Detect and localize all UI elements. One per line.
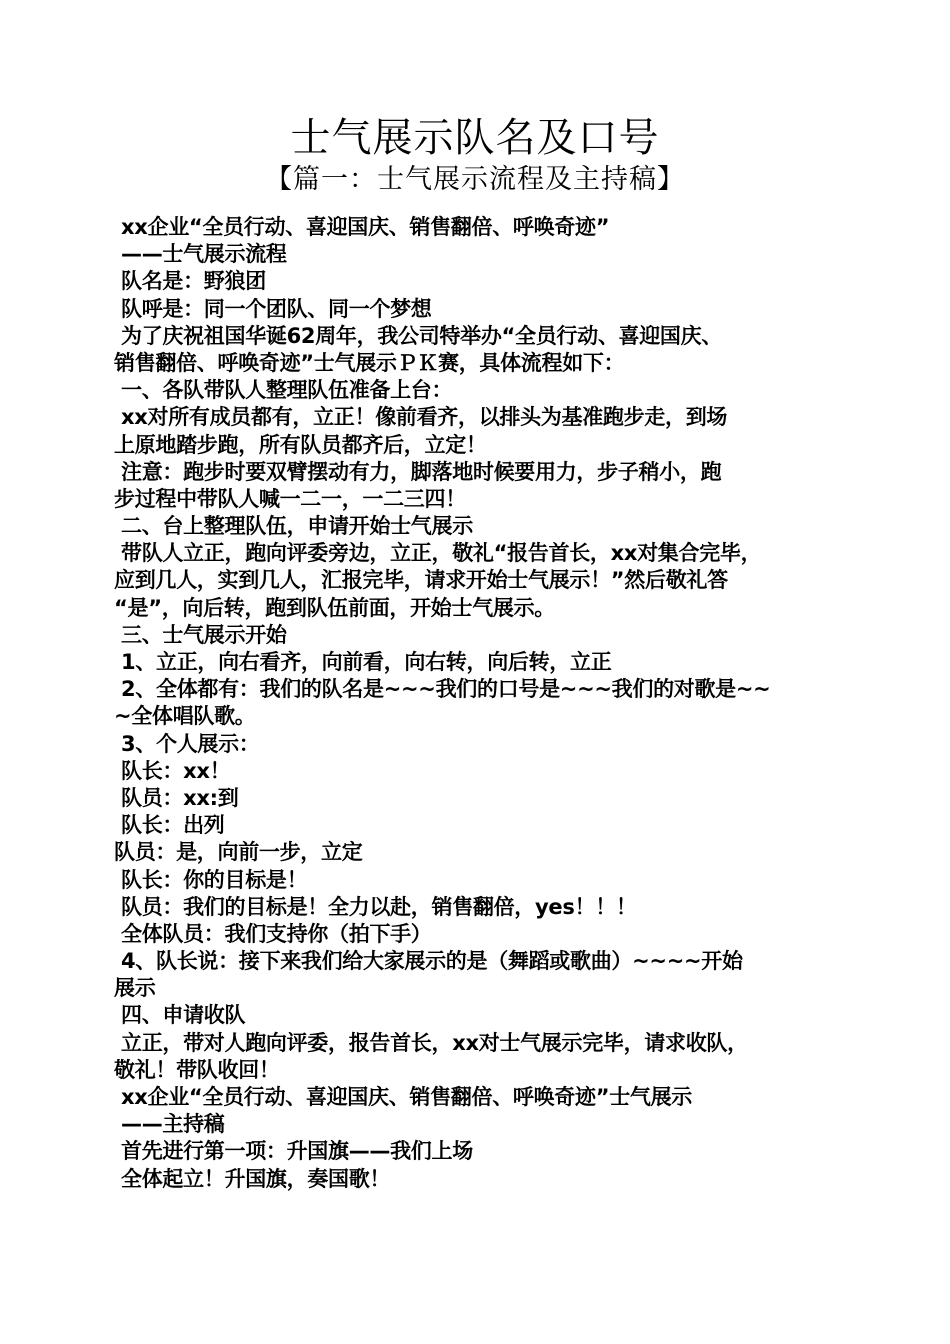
body-line: 4、队长说：接下来我们给大家展示的是（舞蹈或歌曲）~~~~开始 <box>121 949 743 974</box>
body-line: 队名是：野狼团 <box>121 269 266 294</box>
body-line: 队长：xx！ <box>121 758 231 783</box>
body-line: ——主持稿 <box>121 1112 225 1137</box>
body-line: 3、个人展示： <box>121 731 260 756</box>
body-line: 敬礼！带队收回！ <box>114 1057 280 1082</box>
body-line: ~全体唱队歌。 <box>114 704 256 729</box>
body-line: 立正，带对人跑向评委，报告首长，xx对士气展示完毕，请求收队， <box>121 1030 748 1055</box>
body-line: 队呼是：同一个团队、同一个梦想 <box>121 296 432 321</box>
body-line: 全体队员：我们支持你（拍下手） <box>121 921 432 946</box>
body-line: 队员：xx:到 <box>121 785 239 810</box>
body-line: 1、立正，向右看齐，向前看，向右转，向后转，立正 <box>121 650 612 674</box>
body-line: 上原地踏步跑，所有队员都齐后，立定！ <box>114 432 487 457</box>
body-line: 首先进行第一项：升国旗——我们上场 <box>121 1139 473 1164</box>
body-line: 展示 <box>114 976 156 1001</box>
body-line: 四、申请收队 <box>121 1003 246 1028</box>
body-line: 销售翻倍、呼唤奇迹”士气展示ＰＫ赛，具体流程如下： <box>114 350 625 375</box>
body-line: xx企业“全员行动、喜迎国庆、销售翻倍、呼唤奇迹”士气展示 <box>121 1085 692 1109</box>
body-line: xx企业“全员行动、喜迎国庆、销售翻倍、呼唤奇迹” <box>121 215 610 239</box>
body-line: “是”，向后转，跑到队伍前面，开始士气展示。 <box>114 595 556 620</box>
body-line: 队员：是，向前一步，立定 <box>114 840 363 865</box>
body-line: 为了庆祝祖国华诞62周年，我公司特举办“全员行动、喜迎国庆、 <box>121 323 723 348</box>
body-line: xx对所有成员都有，立正！像前看齐，以排头为基准跑步走，到场 <box>121 405 728 430</box>
document-subtitle: 【篇一：士气展示流程及主持稿】 <box>265 164 685 195</box>
document-body <box>114 214 844 1193</box>
body-line: 2、全体都有：我们的队名是~~~我们的口号是~~~我们的对歌是~~ <box>121 677 771 702</box>
body-line: 队长：出列 <box>121 813 225 838</box>
body-line: 二、台上整理队伍，申请开始士气展示 <box>121 514 473 539</box>
body-line: 步过程中带队人喊一二一，一二三四！ <box>114 486 466 511</box>
body-line: 队员：我们的目标是！全力以赴，销售翻倍，yes！！！ <box>121 894 637 919</box>
body-line: 队长：你的目标是！ <box>121 867 308 892</box>
body-line: 全体起立！升国旗，奏国歌！ <box>121 1166 391 1191</box>
document-title: 士气展示队名及口号 <box>290 115 660 161</box>
body-line: 一、各队带队人整理队伍准备上台： <box>121 378 453 403</box>
body-line: 三、士气展示开始 <box>121 622 287 647</box>
body-line: 带队人立正，跑向评委旁边，立正，敬礼“报告首长，xx对集合完毕， <box>121 541 762 566</box>
body-line: 应到几人，实到几人，汇报完毕，请求开始士气展示！”然后敬礼答 <box>114 568 728 593</box>
body-line: 注意：跑步时要双臂摆动有力，脚落地时候要用力，步子稍小，跑 <box>121 459 722 484</box>
body-line: ——士气展示流程 <box>121 242 287 267</box>
